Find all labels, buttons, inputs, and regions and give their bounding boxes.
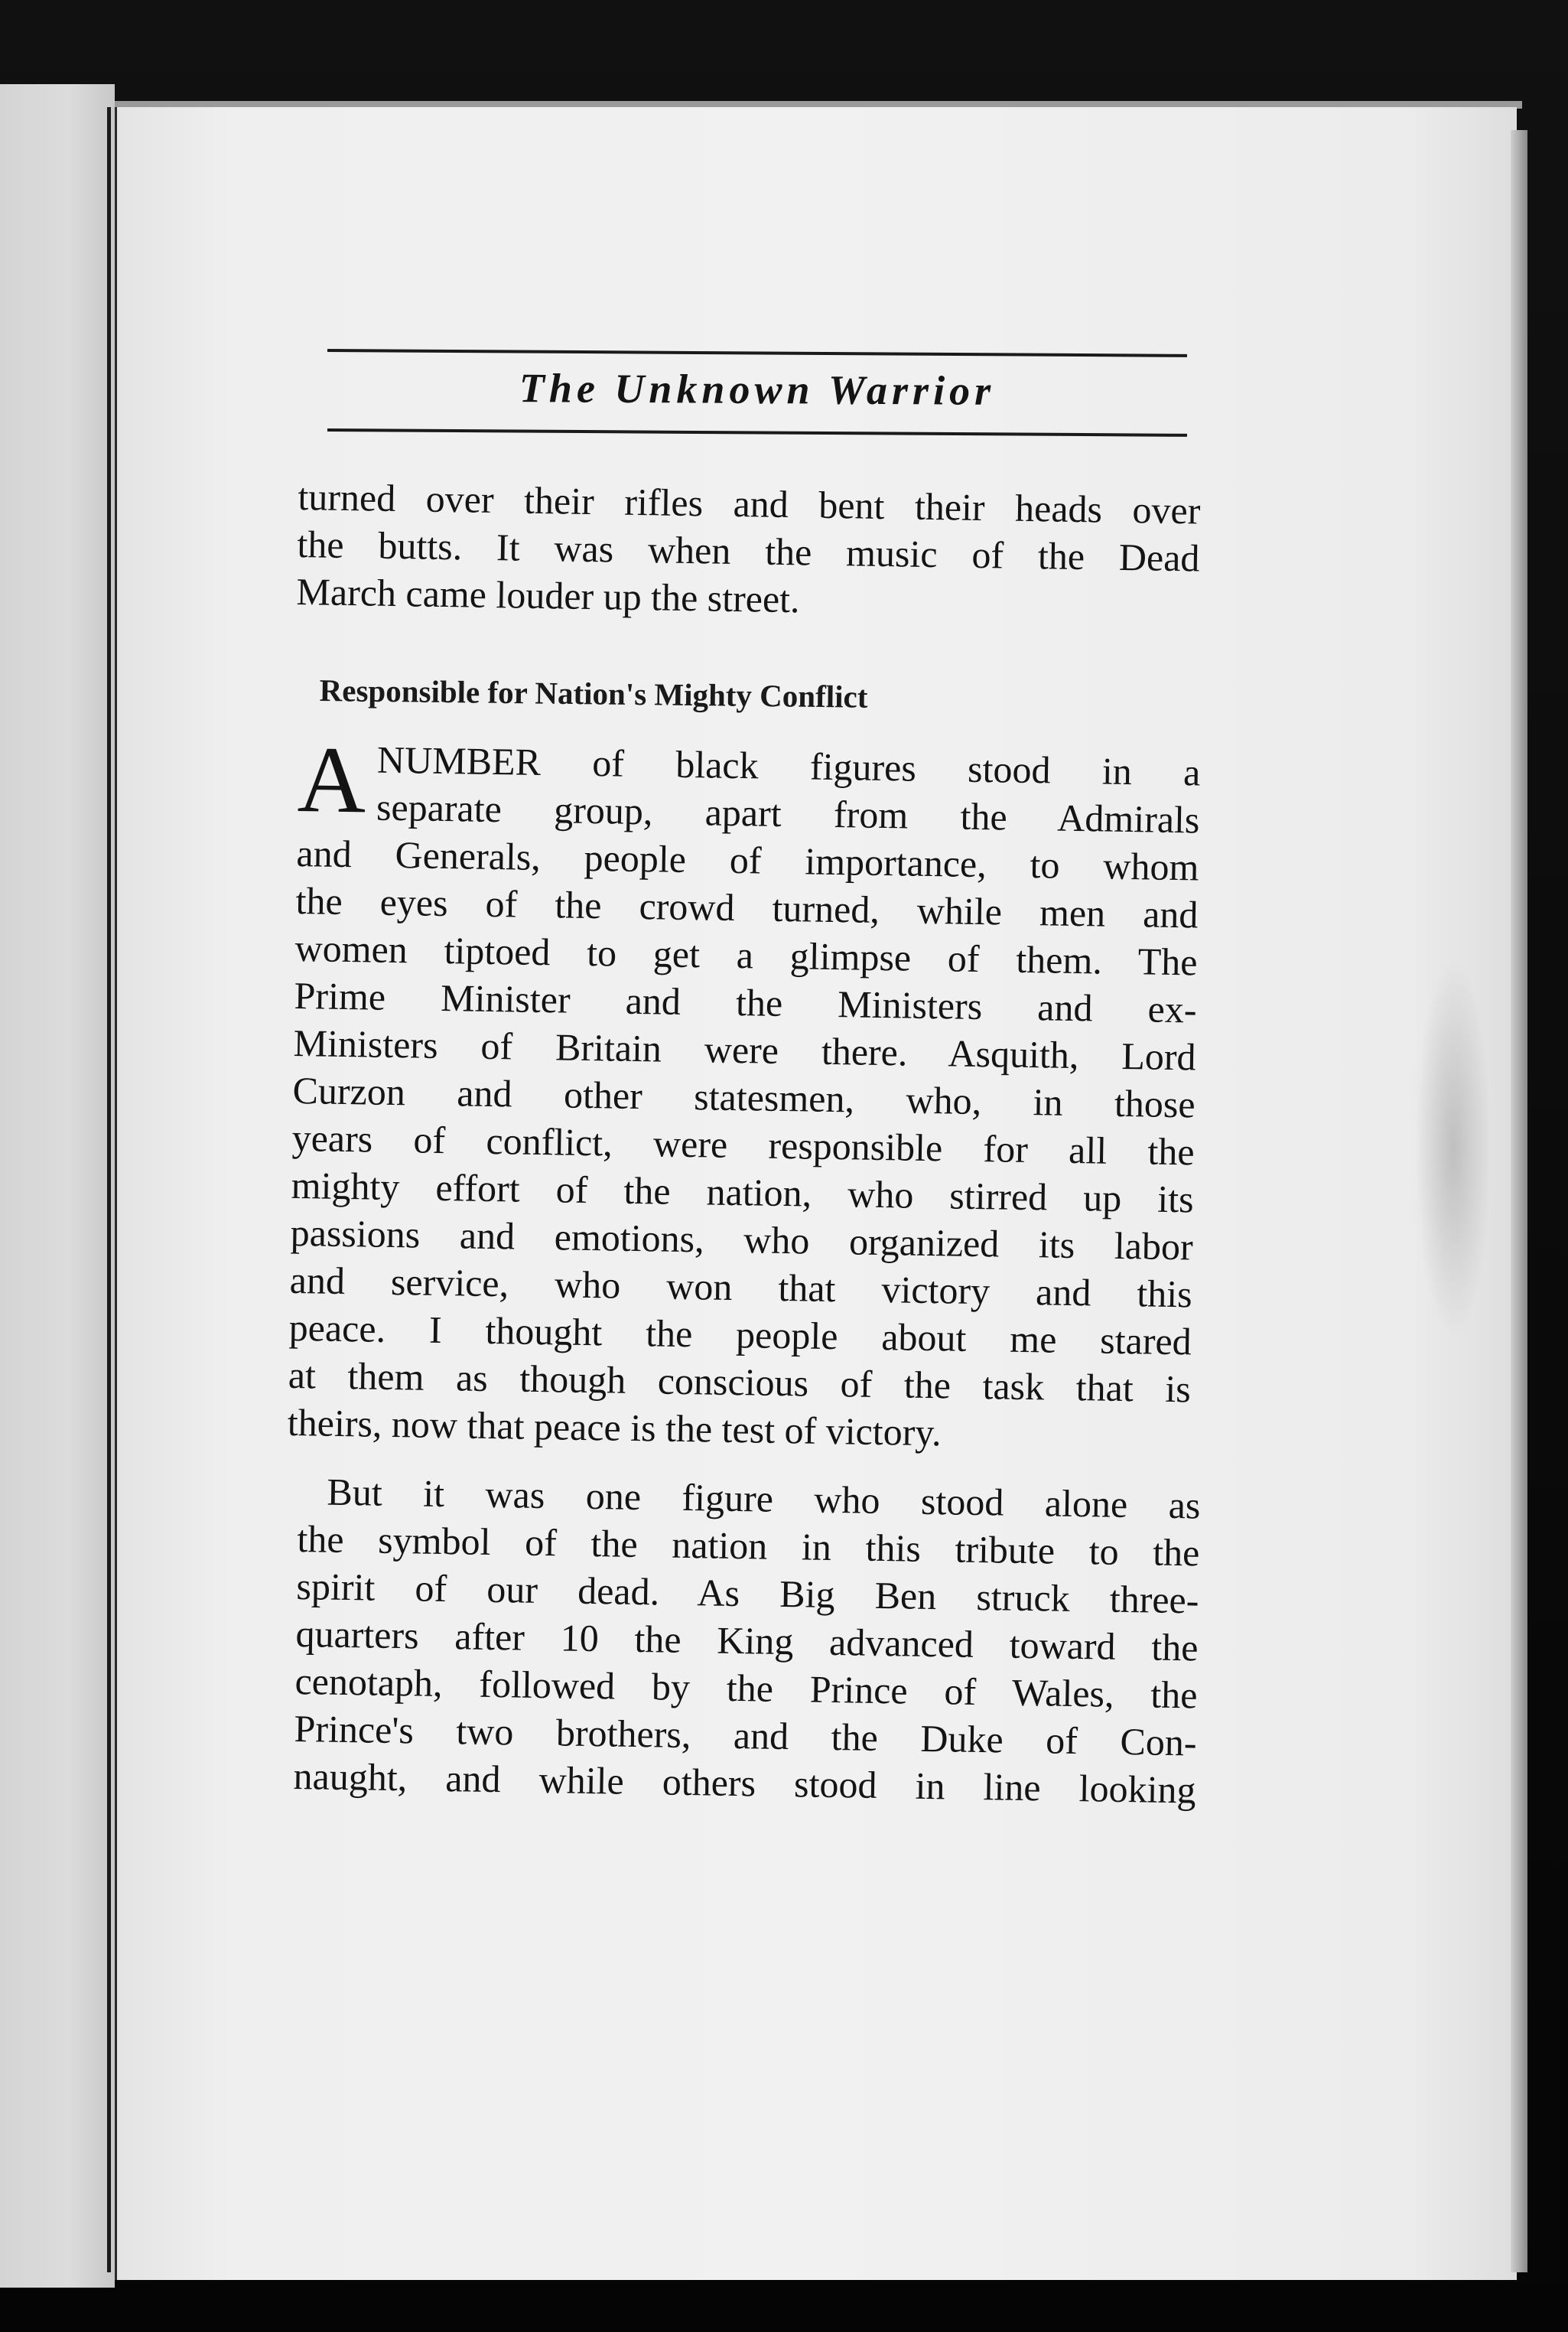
text-line: the butts. It was when the music of the Dead	[297, 522, 1200, 580]
text-line: Curzon and other statesmen, who, in those	[292, 1068, 1196, 1126]
text-line: peace. I thought the people about me stared	[288, 1305, 1192, 1363]
text-line: and Generals, people of importance, to whom	[296, 831, 1199, 889]
text-line: years of conflict, were responsible for all the	[291, 1116, 1196, 1174]
book-gutter	[107, 107, 111, 2272]
text-line: the eyes of the crowd turned, while men and	[295, 878, 1199, 936]
page-smudge	[1415, 956, 1492, 1339]
text-line: quarters after 10 the King advanced toward the	[295, 1611, 1199, 1669]
text-line: turned over their rifles and bent their heads over	[298, 474, 1201, 533]
paragraph-1	[287, 727, 1201, 1460]
text-line: But it was one figure who stood alone as	[327, 1470, 1201, 1527]
facing-page-edge	[0, 84, 115, 2288]
text-line: at them as though conscious of the task that is	[288, 1353, 1192, 1411]
text-line: theirs, now that peace is the test of victory.	[287, 1400, 942, 1454]
running-title: The Unknown Warrior	[519, 365, 996, 414]
text-line: Prince's two brothers, and the Duke of Con-	[294, 1706, 1197, 1764]
text-line: Prime Minister and the Ministers and ex-	[294, 973, 1197, 1031]
text-line: spirit of our dead. As Big Ben struck three-	[296, 1564, 1199, 1622]
text-line: cenotaph, followed by the Prince of Wales, the	[294, 1659, 1198, 1717]
text-line: naught, and while others stood in line looking	[293, 1754, 1196, 1812]
text-line: the symbol of the nation in this tribute to the	[297, 1516, 1200, 1575]
text-line: women tiptoed to get a glimpse of them. The	[294, 926, 1198, 984]
text-line: passions and emotions, who organized its labor	[290, 1210, 1194, 1269]
continuation-paragraph	[296, 473, 1201, 630]
section-heading: Responsible for Nation's Mighty Conflict	[319, 672, 868, 715]
text-line: mighty effort of the nation, who stirred up its	[291, 1163, 1195, 1221]
text-line: NUMBER of black figures stood in a	[376, 738, 1201, 794]
page-right-edge	[1511, 130, 1527, 2272]
paragraph-2	[293, 1467, 1201, 1813]
text-line: separate group, apart from the Admirals	[376, 785, 1200, 842]
text-line: March came louder up the street.	[296, 569, 800, 621]
drop-cap: A	[297, 727, 367, 833]
text-line: Ministers of Britain were there. Asquith, Lord	[293, 1021, 1196, 1079]
text-line: and service, who won that victory and this	[289, 1258, 1193, 1316]
